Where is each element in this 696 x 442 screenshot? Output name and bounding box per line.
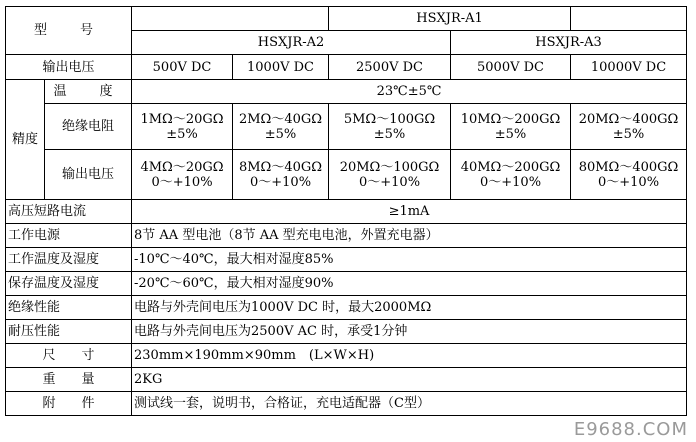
- short-circuit-label: 高压短路电流: [6, 200, 132, 224]
- storage-label: 保存温度及湿度: [6, 272, 132, 296]
- storage-value: -20℃～60℃，最大相对湿度90%: [132, 272, 687, 296]
- output-voltage-sub-label: 输出电压: [45, 150, 132, 200]
- insulation-cell: [571, 104, 687, 150]
- model-blank-left: [132, 7, 329, 31]
- insulation-range: 2MΩ～40GΩ: [238, 111, 323, 127]
- output-range: 20MΩ～100GΩ: [339, 159, 440, 175]
- output-accuracy: 0～+10%: [597, 174, 660, 190]
- weight-label: 重 量: [6, 368, 132, 392]
- insulation-label: 绝缘电阻: [45, 104, 132, 150]
- model-a1: HSXJR-A1: [329, 7, 571, 31]
- output-accuracy: 0～+10%: [249, 174, 312, 190]
- output-range: 4MΩ～20GΩ: [140, 159, 224, 175]
- insulation-accuracy: ±5%: [612, 126, 645, 142]
- temperature-value: 23℃±5℃: [132, 80, 687, 104]
- insulation-cell: [132, 104, 233, 150]
- output-voltage-label: 输出电压: [6, 55, 132, 80]
- precision-label: 精度: [6, 80, 45, 200]
- output-accuracy: 0～+10%: [479, 174, 542, 190]
- insulation-perf-value: 电路与外壳间电压为1000V DC 时，最大2000MΩ: [132, 296, 687, 320]
- output-range: 40MΩ～200GΩ: [460, 159, 561, 175]
- power-label: 工作电源: [6, 224, 132, 248]
- model-a3: HSXJR-A3: [451, 31, 687, 55]
- insulation-cell: [451, 104, 571, 150]
- insulation-accuracy: ±5%: [264, 126, 297, 142]
- insulation-range: 10MΩ～200GΩ: [460, 111, 561, 127]
- insulation-range: 5MΩ～100GΩ: [343, 111, 436, 127]
- accessories-label: 附 件: [6, 392, 132, 416]
- insulation-range: 20MΩ～400GΩ: [578, 111, 679, 127]
- size-label: 尺 寸: [6, 344, 132, 368]
- weight-value: 2KG: [132, 368, 687, 392]
- output-range: 80MΩ～400GΩ: [578, 159, 679, 175]
- model-a2: HSXJR-A2: [132, 31, 451, 55]
- short-circuit-value: ≥1mA: [132, 200, 687, 224]
- model-label: 型 号: [6, 7, 132, 55]
- output-cell: [329, 150, 451, 200]
- voltage-cell: 1000V DC: [233, 55, 329, 80]
- power-value: 8节 AA 型电池（8节 AA 型充电电池，外置充电器）: [132, 224, 687, 248]
- size-value: 230mm×190mm×90mm (L×W×H): [132, 344, 687, 368]
- insulation-cell: [233, 104, 329, 150]
- insulation-accuracy: ±5%: [373, 126, 406, 142]
- voltage-cell: 5000V DC: [451, 55, 571, 80]
- insulation-perf-label: 绝缘性能: [6, 296, 132, 320]
- accessories-value: 测试线一套，说明书，合格证，充电适配器（C型）: [132, 392, 687, 416]
- voltage-cell: 500V DC: [132, 55, 233, 80]
- output-cell: [451, 150, 571, 200]
- insulation-range: 1MΩ～20GΩ: [140, 111, 224, 127]
- insulation-cell: [329, 104, 451, 150]
- op-env-value: -10℃～40℃，最大相对湿度85%: [132, 248, 687, 272]
- output-accuracy: 0～+10%: [151, 174, 213, 190]
- spec-table: [5, 6, 687, 416]
- output-cell: [132, 150, 233, 200]
- voltage-cell: 2500V DC: [329, 55, 451, 80]
- voltage-cell: 10000V DC: [571, 55, 687, 80]
- withstand-label: 耐压性能: [6, 320, 132, 344]
- insulation-accuracy: ±5%: [494, 126, 527, 142]
- model-blank-right: [571, 7, 687, 31]
- insulation-accuracy: ±5%: [166, 126, 198, 142]
- withstand-value: 电路与外壳间电压为2500V AC 时，承受1分钟: [132, 320, 687, 344]
- site-watermark: E9688.COM: [573, 419, 688, 440]
- output-cell: [571, 150, 687, 200]
- output-cell: [233, 150, 329, 200]
- output-accuracy: 0～+10%: [358, 174, 421, 190]
- op-env-label: 工作温度及湿度: [6, 248, 132, 272]
- temperature-label: 温 度: [45, 80, 132, 104]
- output-range: 8MΩ～40GΩ: [238, 159, 323, 175]
